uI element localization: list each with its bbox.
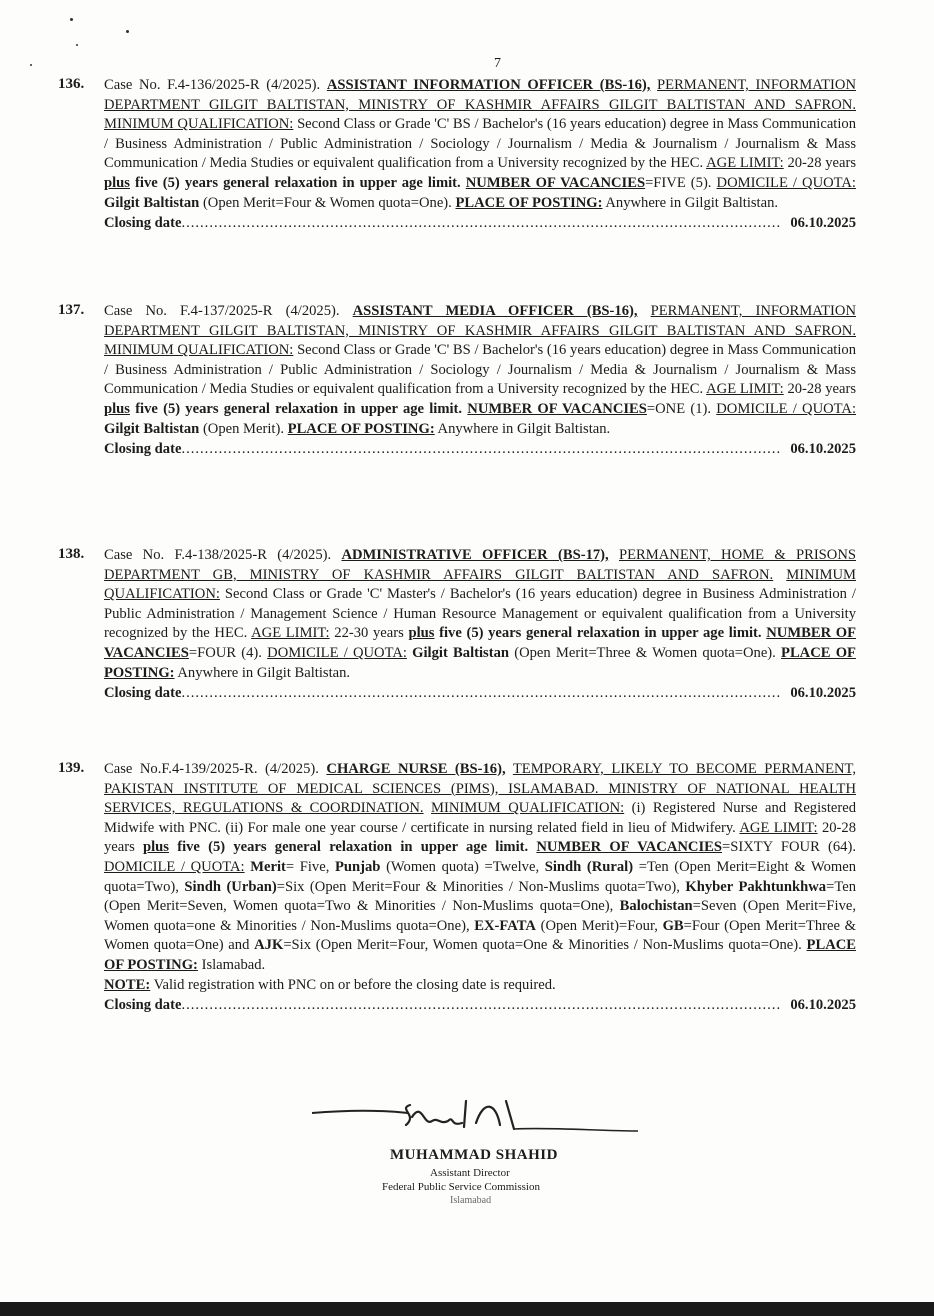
qualification: (i) Registered Nurse and Registered Midwife with PNC. (ii) For male one year course / certificate in nursing related field in lieu of Midwifery.	[104, 800, 856, 836]
post-title: ASSISTANT INFORMATION OFFICER (BS-16),	[326, 77, 651, 93]
quota-name: GB	[662, 917, 684, 934]
case-number: Case No. F.4-137/2025-R (4/2025).	[104, 303, 340, 319]
posting-label: PLACE OF POSTING:	[455, 194, 603, 211]
quota-name: Punjab	[335, 858, 381, 875]
qualification-label: MINIMUM QUALIFICATION:	[104, 116, 294, 133]
handwritten-signature	[300, 1095, 640, 1155]
vacancies-label: NUMBER OF VACANCIES	[104, 625, 857, 661]
posting-label: PLACE OF POSTING:	[287, 420, 435, 437]
scan-speck	[30, 64, 32, 66]
domicile-label: DOMICILE / QUOTA:	[267, 644, 407, 661]
age-relaxation: five (5) years general relaxation in upper age limit.	[135, 174, 461, 191]
quota-name: EX-FATA	[474, 917, 536, 934]
leader-dots	[181, 441, 780, 458]
vacancies: =FIVE (5).	[645, 174, 712, 191]
quota-name: Merit	[250, 858, 286, 875]
quota-detail: =Ten (Open Merit=Eight & Women quota=Two),	[104, 858, 857, 895]
case-entry-139	[58, 760, 856, 1014]
closing-row	[104, 441, 856, 458]
department: PERMANENT, INFORMATION DEPARTMENT GILGIT BALTISTAN, MINISTRY OF KASHMIR AFFAIRS GILGIT BALTISTAN AND SAFRON.	[104, 77, 856, 113]
leader-dots	[181, 997, 780, 1014]
age-limit: 20-28 years	[787, 381, 857, 398]
closing-date-label: Closing date	[104, 441, 182, 458]
closing-date: 06.10.2025	[790, 685, 856, 702]
scan-speck	[126, 30, 129, 33]
age-limit-label: AGE LIMIT:	[251, 625, 330, 642]
entry-number: 139.	[58, 760, 85, 776]
scan-speck	[70, 18, 73, 21]
quota-detail: =Ten (Open Merit=Seven, Women quota=Two & Minorities / Non-Muslims quota=One),	[104, 878, 856, 915]
vacancies-label: NUMBER OF VACANCIES	[536, 839, 722, 856]
signatory-title: Assistant Director	[430, 1167, 510, 1179]
entry-number: 137.	[58, 302, 85, 318]
vacancies-label: NUMBER OF VACANCIES	[467, 400, 647, 417]
entry-text	[104, 302, 856, 439]
quota-name: Sindh (Urban)	[184, 878, 277, 895]
domicile-detail: (Open Merit=Three & Women quota=One).	[514, 644, 776, 661]
plus-word: plus	[104, 174, 130, 191]
qualification-label: MINIMUM QUALIFICATION:	[104, 342, 294, 359]
signatory-city: Islamabad	[450, 1195, 492, 1206]
closing-date: 06.10.2025	[790, 441, 856, 458]
closing-row	[104, 215, 856, 232]
entry-number: 136.	[58, 76, 85, 92]
qualification-label: MINIMUM QUALIFICATION:	[431, 800, 625, 817]
qualification: Second Class or Grade 'C' Master's / Bachelor's (16 years education) degree in Business Administration / Public Administration / Management Science / Human Resource Management or equivalent qualification from a University recognized by the HEC.	[104, 586, 856, 642]
age-limit: 22-30 years	[334, 625, 404, 642]
qualification-label: MINIMUM QUALIFICATION:	[104, 566, 856, 603]
domicile-region: Gilgit Baltistan	[104, 420, 200, 437]
entry-text	[104, 760, 856, 995]
quota-detail: =Four (Open Merit=Three & Women quota=One) and	[104, 917, 856, 954]
case-number: Case No.F.4-139/2025-R. (4/2025).	[104, 761, 319, 777]
qualification: Second Class or Grade 'C' BS / Bachelor's (16 years education) degree in Mass Communication / Business Administration / Public Administration / Sociology / Journalism / Media & Journalism / Journalism & Mass Communication / Media Studies or equivalent qualification from a University recognized by the HEC.	[104, 116, 856, 172]
age-limit-label: AGE LIMIT:	[706, 155, 784, 172]
domicile-detail: (Open Merit).	[202, 420, 284, 437]
age-relaxation: five (5) years general relaxation in upper age limit.	[135, 400, 463, 417]
department: PERMANENT, HOME & PRISONS DEPARTMENT GB, MINISTRY OF KASHMIR AFFAIRS GILGIT BALTISTAN AND SAFRON.	[104, 547, 856, 583]
domicile-region: Gilgit Baltistan	[412, 644, 509, 661]
posting: Anywhere in Gilgit Baltistan.	[605, 194, 779, 211]
quota-name: Balochistan	[619, 898, 693, 915]
qualification: Second Class or Grade 'C' BS / Bachelor's (16 years education) degree in Mass Communication / Business Administration / Public Administration / Sociology / Journalism / Media & Journalism / Journalism & Mass Communication / Media Studies or equivalent qualification from a University recognized by the HEC.	[104, 342, 856, 398]
domicile-label: DOMICILE / QUOTA:	[716, 400, 856, 417]
age-limit-label: AGE LIMIT:	[739, 819, 818, 836]
closing-row	[104, 997, 856, 1014]
page-number: 7	[494, 56, 501, 71]
closing-date: 06.10.2025	[790, 215, 856, 232]
leader-dots	[181, 215, 780, 232]
case-entry-138	[58, 546, 856, 702]
vacancies: =SIXTY FOUR (64).	[722, 839, 856, 856]
department: TEMPORARY, LIKELY TO BECOME PERMANENT, PAKISTAN INSTITUTE OF MEDICAL SCIENCES (PIMS), ISLAMABAD. MINISTRY OF NATIONAL HEALTH SERVICES, REGULATIONS & COORDINATION.	[104, 761, 857, 817]
case-entry-136	[58, 76, 856, 232]
plus-word: plus	[143, 839, 169, 856]
closing-date-label: Closing date	[104, 215, 182, 232]
quota-detail: (Open Merit)=Four,	[540, 917, 658, 934]
quota-detail: =Seven (Open Merit=Five, Women quota=one & Minorities / Non-Muslims quota=One),	[104, 898, 856, 934]
domicile-detail: (Open Merit=Four & Women quota=One).	[202, 194, 452, 211]
posting-label: PLACE OF POSTING:	[104, 644, 856, 681]
posting: Islamabad.	[201, 956, 266, 973]
age-relaxation: five (5) years general relaxation in upper age limit.	[177, 839, 529, 856]
closing-date-label: Closing date	[104, 685, 182, 702]
posting: Anywhere in Gilgit Baltistan.	[177, 664, 351, 681]
signature-block	[300, 1095, 640, 1215]
age-relaxation: five (5) years general relaxation in upper age limit.	[439, 625, 762, 642]
closing-row	[104, 685, 856, 702]
age-limit-label: AGE LIMIT:	[706, 381, 784, 398]
quota-detail: (Women quota) =Twelve,	[386, 858, 540, 875]
department: PERMANENT, INFORMATION DEPARTMENT GILGIT BALTISTAN, MINISTRY OF KASHMIR AFFAIRS GILGIT BALTISTAN AND SAFRON.	[104, 303, 856, 339]
quota-name: AJK	[254, 937, 284, 954]
vacancies: =ONE (1).	[646, 400, 712, 417]
entry-text	[104, 76, 856, 213]
case-number: Case No. F.4-138/2025-R (4/2025).	[104, 547, 332, 563]
age-limit: 20-28 years	[104, 819, 857, 856]
leader-dots	[181, 685, 780, 702]
quota-name: Sindh (Rural)	[544, 858, 634, 875]
vacancies: =FOUR (4).	[188, 644, 262, 661]
domicile-label: DOMICILE / QUOTA:	[104, 858, 245, 875]
domicile-region: Gilgit Baltistan	[104, 194, 200, 211]
vacancies-label: NUMBER OF VACANCIES	[465, 174, 646, 191]
quota-detail: =Six (Open Merit=Four, Women quota=One & Minorities / Non-Muslims quota=One).	[283, 937, 802, 954]
plus-word: plus	[104, 400, 130, 417]
posting-label: PLACE OF POSTING:	[104, 937, 857, 973]
quota-detail: = Five,	[285, 858, 330, 875]
domicile-label: DOMICILE / QUOTA:	[716, 174, 856, 191]
case-number: Case No. F.4-136/2025-R (4/2025).	[104, 77, 321, 93]
closing-date: 06.10.2025	[790, 997, 856, 1014]
post-title: ADMINISTRATIVE OFFICER (BS-17),	[341, 547, 609, 563]
note: Valid registration with PNC on or before the closing date is required.	[153, 976, 556, 993]
page-bottom-edge	[0, 1302, 934, 1316]
entry-text	[104, 546, 856, 683]
scan-speck	[76, 44, 78, 46]
case-entry-137	[58, 302, 856, 458]
note-label: NOTE:	[104, 976, 151, 993]
quota-name: Khyber Pakhtunkhwa	[685, 878, 827, 895]
age-limit: 20-28 years	[787, 155, 857, 172]
posting: Anywhere in Gilgit Baltistan.	[437, 420, 611, 437]
post-title: CHARGE NURSE (BS-16),	[326, 761, 506, 777]
plus-word: plus	[408, 625, 435, 642]
signatory-organization: Federal Public Service Commission	[382, 1181, 540, 1193]
post-title: ASSISTANT MEDIA OFFICER (BS-16),	[352, 303, 638, 319]
signatory-name: MUHAMMAD SHAHID	[390, 1147, 558, 1163]
quota-detail: =Six (Open Merit=Four & Minorities / Non-Muslims quota=Two),	[276, 878, 680, 895]
entry-number: 138.	[58, 546, 85, 562]
closing-date-label: Closing date	[104, 997, 182, 1014]
